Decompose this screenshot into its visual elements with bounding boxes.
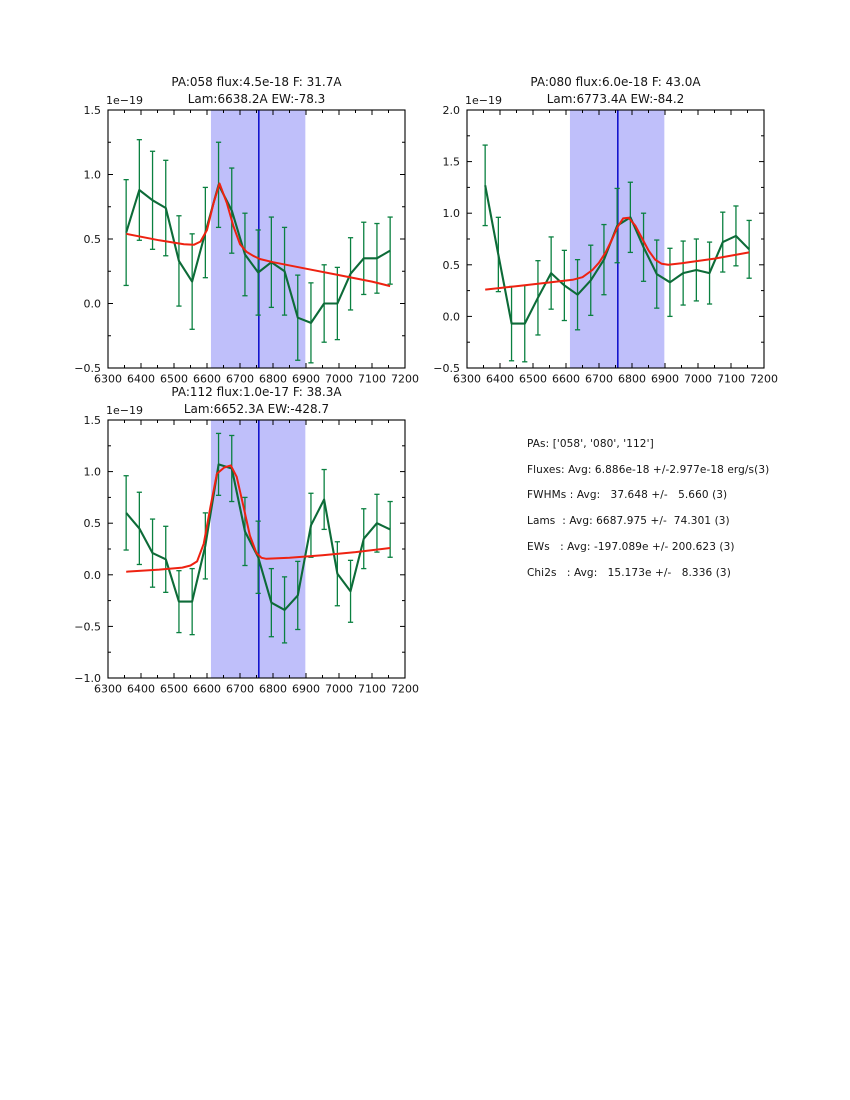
stats-fluxes-line: Fluxes: Avg: 6.886e-18 +/-2.977e-18 erg/s(3) bbox=[527, 463, 770, 476]
y-tick-label: 1.0 bbox=[83, 465, 101, 479]
x-tick-label: 6600 bbox=[193, 372, 221, 386]
spectrum-plot-svg bbox=[20, 370, 420, 705]
chart-title-line1: PA:080 flux:6.0e-18 F: 43.0A bbox=[530, 75, 701, 89]
y-tick-label: 1.5 bbox=[83, 104, 101, 117]
chart-title-line1: PA:058 flux:4.5e-18 F: 31.7A bbox=[171, 75, 342, 89]
stats-pas-line: PAs: ['058', '080', '112'] bbox=[527, 438, 654, 450]
x-tick-label: 6500 bbox=[160, 682, 188, 696]
x-tick-label: 7000 bbox=[684, 372, 712, 386]
y-axis-offset-label: 1e−19 bbox=[106, 404, 143, 417]
stats-chi2s-line: Chi2s : Avg: 15.173e +/- 8.336 (3) bbox=[527, 566, 731, 579]
y-axis-offset-label: 1e−19 bbox=[106, 94, 143, 107]
stats-fwhms-line: FWHMs : Avg: 37.648 +/- 5.660 (3) bbox=[527, 489, 728, 502]
x-tick-label: 6400 bbox=[127, 682, 155, 696]
y-tick-label: 0.0 bbox=[83, 568, 101, 582]
x-tick-label: 6300 bbox=[453, 372, 481, 386]
y-tick-label: 0.0 bbox=[442, 310, 460, 324]
chart-title-line1: PA:112 flux:1.0e-17 F: 38.3A bbox=[171, 385, 342, 399]
x-tick-label: 7100 bbox=[358, 682, 386, 696]
x-tick-label: 6300 bbox=[94, 372, 122, 386]
y-tick-label: −0.5 bbox=[74, 362, 101, 375]
x-tick-label: 6500 bbox=[160, 372, 188, 386]
y-tick-label: 1.0 bbox=[442, 207, 460, 221]
y-axis-offset-label: 1e−19 bbox=[465, 94, 502, 107]
x-tick-label: 7200 bbox=[391, 682, 419, 696]
x-tick-label: 7000 bbox=[325, 682, 353, 696]
x-tick-label: 6400 bbox=[127, 372, 155, 386]
x-tick-label: 6700 bbox=[585, 372, 613, 386]
spectrum-plot-svg bbox=[20, 60, 420, 395]
y-tick-label: −0.5 bbox=[433, 362, 460, 375]
x-tick-label: 6800 bbox=[259, 682, 287, 696]
y-tick-label: 1.5 bbox=[442, 155, 460, 169]
y-tick-label: 0.0 bbox=[83, 297, 101, 311]
y-tick-label: −0.5 bbox=[74, 620, 101, 634]
stats-lams-line: Lams : Avg: 6687.975 +/- 74.301 (3) bbox=[527, 515, 730, 528]
x-tick-label: 7200 bbox=[391, 372, 419, 386]
chart-title-line2: Lam:6638.2A EW:-78.3 bbox=[187, 92, 326, 106]
y-tick-label: 2.0 bbox=[442, 104, 460, 117]
x-tick-label: 6800 bbox=[259, 372, 287, 386]
summary-stats-panel bbox=[527, 432, 769, 586]
x-tick-label: 6700 bbox=[226, 372, 254, 386]
x-tick-label: 6500 bbox=[519, 372, 547, 386]
x-tick-label: 6300 bbox=[94, 682, 122, 696]
y-tick-label: 1.5 bbox=[83, 414, 101, 427]
x-tick-label: 6600 bbox=[193, 682, 221, 696]
x-tick-label: 7100 bbox=[717, 372, 745, 386]
x-tick-label: 6900 bbox=[292, 682, 320, 696]
x-tick-label: 6700 bbox=[226, 682, 254, 696]
chart-pa058 bbox=[20, 60, 420, 395]
y-tick-label: −1.0 bbox=[74, 672, 101, 685]
chart-title-line2: Lam:6773.4A EW:-84.2 bbox=[546, 92, 685, 106]
chart-pa112 bbox=[20, 370, 420, 705]
y-tick-label: 0.5 bbox=[442, 258, 460, 272]
chart-title-line2: Lam:6652.3A EW:-428.7 bbox=[183, 402, 330, 416]
y-tick-label: 0.5 bbox=[83, 517, 101, 531]
x-tick-label: 7200 bbox=[750, 372, 778, 386]
stats-ews-line: EWs : Avg: -197.089e +/- 200.623 (3) bbox=[527, 540, 735, 553]
y-tick-label: 1.0 bbox=[83, 168, 101, 182]
y-tick-label: 0.5 bbox=[83, 233, 101, 246]
x-tick-label: 7100 bbox=[358, 372, 386, 386]
spectrum-plot-svg bbox=[379, 60, 779, 395]
x-tick-label: 6900 bbox=[292, 372, 320, 386]
x-tick-label: 6400 bbox=[486, 372, 514, 386]
x-tick-label: 6600 bbox=[552, 372, 580, 386]
x-tick-label: 7000 bbox=[325, 372, 353, 386]
x-tick-label: 6800 bbox=[618, 372, 646, 386]
chart-pa080 bbox=[379, 60, 779, 395]
x-tick-label: 6900 bbox=[651, 372, 679, 386]
